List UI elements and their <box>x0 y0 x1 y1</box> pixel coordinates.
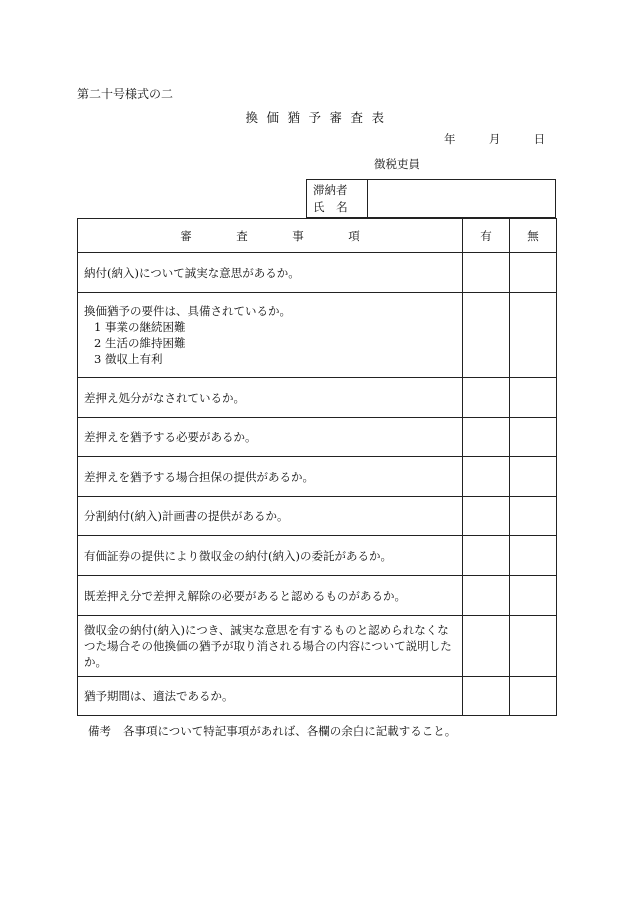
title-char: 換 <box>245 110 259 125</box>
remark-text: 各事項について特記事項があれば、各欄の余白に記載すること。 <box>123 724 457 738</box>
table-row <box>78 253 557 293</box>
review-item-subitem: 1 事業の継続困難 <box>94 320 186 334</box>
taxpayer-name-box <box>306 179 556 218</box>
table-row <box>78 536 557 576</box>
check-cell-yes[interactable] <box>463 253 510 293</box>
column-header-char: 項 <box>348 228 360 243</box>
table-row <box>78 378 557 418</box>
title-char: 予 <box>308 110 322 125</box>
review-item <box>78 616 463 677</box>
check-cell-no[interactable] <box>510 497 557 536</box>
review-item <box>78 253 463 293</box>
date-month-label: 月 <box>488 132 501 146</box>
review-item <box>78 677 463 716</box>
date-line <box>444 131 545 147</box>
official-label: 徴税吏員 <box>374 157 420 171</box>
review-item-subitem: 2 生活の維持困難 <box>94 336 186 350</box>
check-cell-no[interactable] <box>510 616 557 677</box>
review-item-text: 差押えを猶予する場合担保の提供があるか。 <box>84 469 314 484</box>
check-cell-yes[interactable] <box>463 677 510 716</box>
date-year-label: 年 <box>444 132 456 146</box>
review-item <box>78 536 463 576</box>
check-cell-no[interactable] <box>510 576 557 616</box>
taxpayer-label-line2: 氏 名 <box>313 199 352 214</box>
table-row <box>78 497 557 536</box>
column-header-char: 査 <box>236 228 248 243</box>
table-row <box>78 576 557 616</box>
taxpayer-name-field[interactable] <box>368 180 555 217</box>
column-header-yes: 有 <box>463 219 510 253</box>
review-table <box>77 218 557 716</box>
review-item-text: 既差押え分で差押え解除の必要があると認めるものがあるか。 <box>84 588 406 603</box>
remark-label: 備考 <box>88 724 111 738</box>
taxpayer-label <box>307 180 368 217</box>
check-cell-yes[interactable] <box>463 576 510 616</box>
table-row <box>78 616 557 677</box>
check-cell-yes[interactable] <box>463 616 510 677</box>
form-number: 第二十号様式の二 <box>77 87 174 101</box>
review-item <box>78 293 463 378</box>
check-cell-yes[interactable] <box>463 293 510 378</box>
review-item-text: 分割納付(納入)計画書の提供があるか。 <box>84 509 289 523</box>
table-row <box>78 418 557 457</box>
check-cell-no[interactable] <box>510 293 557 378</box>
check-cell-no[interactable] <box>510 677 557 716</box>
page-title <box>0 108 630 126</box>
remark <box>88 723 456 739</box>
table-header-row <box>78 219 557 253</box>
column-header-review-items <box>78 219 463 253</box>
check-cell-no[interactable] <box>510 378 557 418</box>
review-item-text: 換価猶予の要件は、具備されているか。 <box>84 304 291 318</box>
review-item-subitem: 3 徴収上有利 <box>94 352 163 366</box>
check-cell-no[interactable] <box>510 457 557 497</box>
review-item-text: 差押え処分がなされているか。 <box>84 390 245 405</box>
check-cell-yes[interactable] <box>463 497 510 536</box>
review-item <box>78 418 463 457</box>
column-header-char: 審 <box>180 228 192 243</box>
review-item-text: 徴収金の納付(納入)につき、誠実な意思を有するものと認められなくなつた場合その他換価の猶予が取り消される場合の内容について説明したか。 <box>84 623 452 669</box>
check-cell-no[interactable] <box>510 536 557 576</box>
review-item <box>78 576 463 616</box>
review-item-text: 差押えを猶予する必要があるか。 <box>84 430 257 444</box>
review-item-text: 猶予期間は、適法であるか。 <box>84 689 234 703</box>
table-row <box>78 677 557 716</box>
check-cell-no[interactable] <box>510 418 557 457</box>
check-cell-yes[interactable] <box>463 536 510 576</box>
date-day-label: 日 <box>533 132 546 146</box>
title-char: 表 <box>371 110 385 125</box>
title-char: 猶 <box>287 110 301 125</box>
table-row <box>78 293 557 378</box>
check-cell-yes[interactable] <box>463 457 510 497</box>
review-item <box>78 457 463 497</box>
taxpayer-label-line1: 滞納者 <box>313 182 348 197</box>
title-char: 審 <box>329 110 343 125</box>
column-header-no: 無 <box>510 219 557 253</box>
review-item <box>78 497 463 536</box>
check-cell-yes[interactable] <box>463 418 510 457</box>
review-item <box>78 378 463 418</box>
check-cell-yes[interactable] <box>463 378 510 418</box>
review-item-text: 納付(納入)について誠実な意思があるか。 <box>84 265 300 280</box>
title-char: 価 <box>266 110 280 125</box>
table-row <box>78 457 557 497</box>
review-item-text: 有価証券の提供により徴収金の納付(納入)の委託があるか。 <box>84 548 392 563</box>
column-header-char: 事 <box>292 228 304 243</box>
check-cell-no[interactable] <box>510 253 557 293</box>
title-char: 査 <box>350 110 364 125</box>
